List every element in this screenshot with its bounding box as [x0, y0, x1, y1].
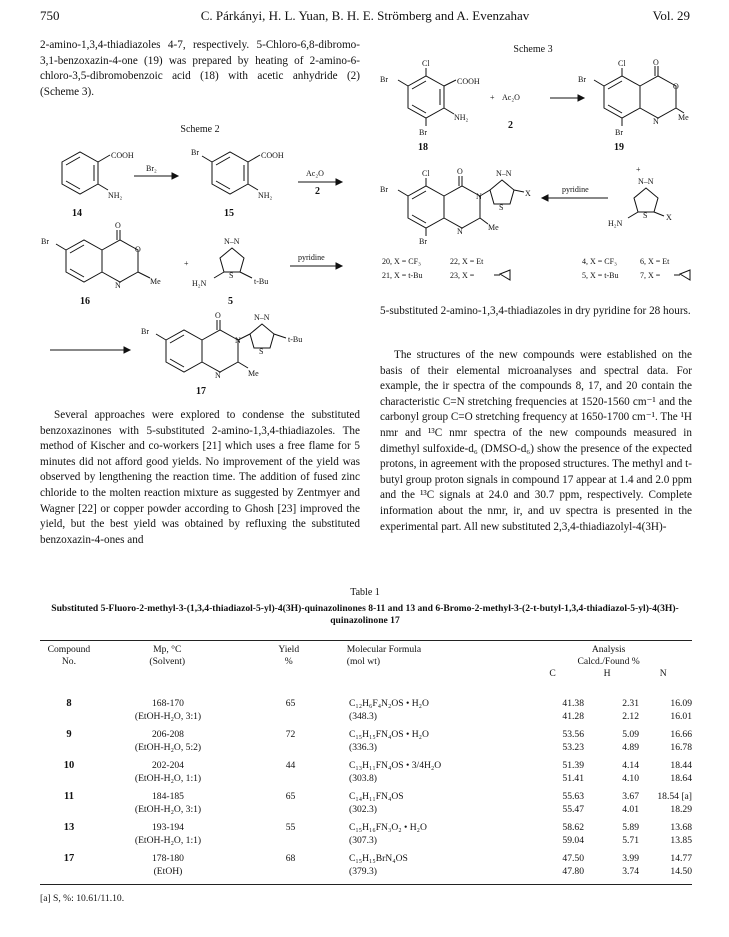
- compound-number: 11: [64, 791, 74, 802]
- found-h: 2.12: [622, 711, 639, 722]
- found-c: 55.47: [562, 804, 584, 815]
- h2n-label-4: H₂N: [608, 219, 623, 228]
- table-row: [40, 729, 692, 760]
- me-label-20: Me: [488, 223, 499, 232]
- solvent: (EtOH-H₂O, 1:1): [134, 835, 202, 846]
- plus-sign-scheme3: +: [490, 93, 495, 102]
- anhydride-number: 2: [315, 186, 320, 197]
- found-h: 4.89: [622, 742, 639, 753]
- br-bottom-label-20: Br: [419, 237, 427, 246]
- th-compound: Compound: [47, 644, 91, 655]
- molecular-weight: (303.8): [349, 773, 377, 784]
- molecular-formula: C₁₂H₆F₄N₂OS • H₂O: [349, 698, 429, 709]
- th-molwt: (mol wt): [346, 656, 381, 667]
- found-c: 47.80: [562, 866, 584, 877]
- melting-point: 206-208: [152, 729, 184, 740]
- compound-19-number: 19: [614, 142, 624, 153]
- legend-21: 21, X = t-Bu: [382, 271, 423, 280]
- table-body: [40, 698, 692, 884]
- th-n: N: [659, 668, 667, 679]
- compound-17-number: 17: [196, 386, 206, 397]
- table-header-row-3: [40, 668, 692, 680]
- cooh-label-18: COOH: [457, 77, 480, 86]
- o-ring-19: O: [673, 82, 679, 91]
- right-structures-paragraph: [380, 348, 692, 535]
- table-row: [40, 791, 692, 822]
- anhydride-number-3: 2: [508, 120, 513, 131]
- calc-h: 5.09: [622, 729, 639, 740]
- nh2-label-14: NH₂: [108, 191, 123, 200]
- compound-14-structure: [62, 152, 110, 194]
- left-intro-paragraph: 2-amino-1,3,4-thiadiazoles 4-7, respectively. 5-Chloro-6,8-dibromo-3,1-benzoxazin-4-one (19) was prepared by heating of 2-amino-6-chloro-3,5-dibromobenzoic acid (18) with acetic anhydride (2) (Scheme 3).: [40, 39, 360, 98]
- compound-number: 13: [63, 822, 75, 833]
- yield-value: 55: [285, 822, 296, 833]
- scheme-3-diagram: [372, 58, 694, 290]
- cyclopropyl-icon-7: [680, 270, 690, 280]
- legend-22: 22, X = Et: [450, 257, 484, 266]
- calc-n: 13.68: [670, 822, 692, 833]
- calc-n: 14.77: [670, 853, 692, 864]
- cl-label-19: Cl: [618, 59, 626, 68]
- found-h: 4.10: [622, 773, 639, 784]
- n-ring-17: N: [235, 336, 241, 345]
- legend-6: 6, X = Et: [640, 257, 670, 266]
- calc-n: 18.44: [670, 760, 692, 771]
- n-ring-20: N: [476, 192, 482, 201]
- found-n: 16.78: [670, 742, 692, 753]
- table-row: [40, 698, 692, 729]
- o-carbonyl-16: O: [115, 221, 121, 230]
- nn-label-4: N–N: [638, 177, 654, 186]
- molecular-weight: (307.3): [349, 835, 377, 846]
- br-bottom-label-19: Br: [615, 128, 623, 137]
- yield-value: 65: [285, 791, 296, 802]
- found-n: 18.64: [670, 773, 692, 784]
- s-label-5: S: [229, 271, 234, 280]
- calc-c: 58.62: [562, 822, 584, 833]
- legend-4: 4, X = CF₃: [582, 257, 617, 266]
- th-no: No.: [61, 656, 76, 667]
- plus-sign-scheme2: +: [184, 259, 189, 268]
- n-ring-16: N: [115, 281, 121, 290]
- nn-label-17: N–N: [254, 313, 270, 322]
- yield-value: 44: [285, 760, 296, 771]
- legend-23: 23, X =: [450, 271, 475, 280]
- found-n: 16.01: [670, 711, 692, 722]
- th-h: H: [603, 668, 611, 679]
- table-row: [40, 822, 692, 853]
- found-c: 41.28: [562, 711, 584, 722]
- br-left-label-19: Br: [578, 75, 586, 84]
- table-row: [40, 853, 692, 884]
- solvent: (EtOH-H₂O, 5:2): [134, 742, 202, 753]
- n-ring2-17: N: [215, 371, 221, 380]
- yield-value: 68: [285, 853, 296, 864]
- nn-label-5: N–N: [224, 237, 240, 246]
- calc-h: 3.67: [622, 791, 639, 802]
- volume-label: Vol. 29: [652, 8, 690, 23]
- calc-c: 53.56: [562, 729, 584, 740]
- molecular-weight: (348.3): [349, 711, 377, 722]
- found-c: 53.23: [562, 742, 584, 753]
- n-ring-19: N: [653, 117, 659, 126]
- calc-c: 55.63: [562, 791, 584, 802]
- o-ring-16: O: [135, 245, 141, 254]
- running-header: [40, 8, 690, 28]
- table-header-row-2: [40, 656, 692, 668]
- x-label-20: X: [525, 189, 531, 198]
- legend-20: 20, X = CF₃: [382, 257, 421, 266]
- bromine-reagent: Br₂: [146, 164, 157, 173]
- compound-16-number: 16: [80, 296, 90, 307]
- melting-point: 168-170: [152, 698, 184, 709]
- table-row: [40, 760, 692, 791]
- s-label-4: S: [643, 211, 648, 220]
- cyclopropyl-icon-23: [500, 270, 510, 280]
- compound-16-structure: [56, 230, 150, 282]
- solvent: (EtOH-H₂O, 3:1): [134, 804, 202, 815]
- compound-15-number: 15: [224, 208, 234, 219]
- scheme-3-label: Scheme 3: [513, 44, 553, 55]
- plus-sign-scheme3b: +: [636, 165, 641, 174]
- compound-14-number: 14: [72, 208, 82, 219]
- molecular-formula: C₁₅H₁₅FN₄OS • H₂O: [349, 729, 429, 740]
- left-methods-paragraph: [40, 408, 360, 548]
- nh2-label-15: NH₂: [258, 191, 273, 200]
- calc-h: 3.99: [622, 853, 639, 864]
- legend-5: 5, X = t-Bu: [582, 271, 619, 280]
- n-ring2-20: N: [457, 227, 463, 236]
- compound-18-number: 18: [418, 142, 428, 153]
- h2n-label-5: H₂N: [192, 279, 207, 288]
- molecular-weight: (302.3): [349, 804, 377, 815]
- calc-c: 47.50: [562, 853, 584, 864]
- pyridine-reagent-3: pyridine: [562, 185, 589, 194]
- pyridine-reagent-2: pyridine: [298, 253, 325, 262]
- table-bottom-rule: [40, 884, 692, 885]
- molecular-weight: (379.3): [349, 866, 377, 877]
- calc-n: 16.66: [670, 729, 692, 740]
- molecular-formula: C₁₅H₁₅BrN₄OS: [349, 853, 408, 864]
- nn-label-20: N–N: [496, 169, 512, 178]
- cl-label-20: Cl: [422, 169, 430, 178]
- br-label-15: Br: [191, 148, 199, 157]
- me-label-16: Me: [150, 277, 161, 286]
- data-table: [40, 644, 692, 694]
- yield-value: 72: [285, 729, 296, 740]
- author-line: C. Párkányi, H. L. Yuan, B. H. E. Strömberg and A. Evenzahav: [200, 8, 530, 23]
- molecular-weight: (336.3): [349, 742, 377, 753]
- br-label-17: Br: [141, 327, 149, 336]
- br-left-label-20: Br: [380, 185, 388, 194]
- table-title: Table 1: [350, 587, 380, 598]
- compound-18-structure: [398, 68, 456, 126]
- calc-h: 4.14: [622, 760, 639, 771]
- found-c: 59.04: [562, 835, 584, 846]
- table-caption: Substituted 5-Fluoro-2-methyl-3-(1,3,4-thiadiazol-5-yl)-4(3H)-quinazolinones 8-11 and 13 and 6-Bromo-2-methyl-3-(2-t-butyl-1,3,4-thiadiazol-5-yl)-4(3H)-quinazolinone 17: [51, 603, 679, 626]
- me-label-17: Me: [248, 369, 259, 378]
- s-label-17: S: [259, 347, 264, 356]
- table-footnote: [a] S, %: 10.61/11.10.: [40, 893, 125, 904]
- th-pct: %: [284, 656, 293, 667]
- cooh-label-14: COOH: [111, 151, 134, 160]
- cl-label-18: Cl: [422, 59, 430, 68]
- br-label-16: Br: [41, 237, 49, 246]
- tbu-label-17: t-Bu: [288, 335, 303, 344]
- left-methods-text: Several approaches were explored to condense the substituted benzoxazinones with 5-substituted 2-amino-1,3,4-thiadiazoles. The method of Kischer and co-workers [21] which uses a free flame for 5 minutes did not afford good yields. No improvement of the yield was observed by lengthening the reaction time. The addition of fused zinc chloride to the molten reaction mixture as suggested by Zentmyer and Wagner [22] or copper powder according to Ghosh [23] improved the yield, but the best yield was obtained by refluxing the substituted benzoxazin-4-ones and: [40, 409, 360, 546]
- compound-number: 17: [63, 853, 75, 864]
- th-analysis: Analysis: [591, 644, 626, 655]
- th-solvent: (Solvent): [149, 656, 186, 667]
- anhydride-label-3: Ac₂O: [502, 93, 520, 102]
- compound-number: 8: [66, 698, 72, 709]
- table-header-row-1: [40, 644, 692, 656]
- compound-19-structure: [594, 66, 684, 126]
- legend-7: 7, X =: [640, 271, 661, 280]
- solvent: (EtOH): [153, 866, 183, 877]
- table-top-rule: [40, 640, 692, 641]
- solvent: (EtOH-H₂O, 1:1): [134, 773, 202, 784]
- o-carbonyl-20: O: [457, 167, 463, 176]
- found-c: 51.41: [562, 773, 584, 784]
- melting-point: 184-185: [152, 791, 184, 802]
- calc-n: 16.09: [670, 698, 692, 709]
- molecular-formula: C₁₅H₁₆FN₃O₂ • H₂O: [349, 822, 427, 833]
- page-number: 750: [40, 8, 60, 23]
- th-yield: Yield: [278, 644, 300, 655]
- scheme-2-label: Scheme 2: [180, 124, 220, 135]
- calc-n: 18.54 [a]: [657, 791, 692, 802]
- right-structures-text: The structures of the new compounds were established on the basis of their elemental microanalyses and spectral data. For example, the ir spectra of the compounds 8, 17, and 20 contain the characteristic C=N stretching frequencies at 1520-1560 cm⁻¹ and the carbonyl group C=O stretching frequency at 1650-1700 cm⁻¹. The ¹H nmr and ¹³C nmr spectra of the new compounds measured in dimethyl sulfoxide-d₆ (DMSO-d₆) show the presence of the expected protons, in agreement with the proposed structures. The methyl and t-butyl group proton signals in compound 17 appear at 1.4 and 2.0 ppm and the ¹³C signals at 24.0 and 30.7 ppm, respectively. Complete information about the nmr, ir, and uv spectra is presented in the experimental part. All new substituted 2,3,4-thiadiazolyl-4(3H)-: [380, 349, 692, 533]
- nh2-label-18: NH₂: [454, 113, 469, 122]
- compound-number: 10: [63, 760, 75, 771]
- found-h: 4.01: [622, 804, 639, 815]
- found-h: 5.71: [622, 835, 639, 846]
- br-bottom-label-18: Br: [419, 128, 427, 137]
- o-carbonyl-19: O: [653, 58, 659, 67]
- me-label-19: Me: [678, 113, 689, 122]
- compound-number: 9: [66, 729, 72, 740]
- scheme-2-diagram: [36, 140, 366, 400]
- x-label-4: X: [666, 213, 672, 222]
- found-n: 14.50: [670, 866, 692, 877]
- o-carbonyl-17: O: [215, 311, 221, 320]
- compound-17-structure: [156, 320, 286, 372]
- calc-c: 41.38: [562, 698, 584, 709]
- s-label-20: S: [499, 203, 504, 212]
- calc-c: 51.39: [562, 760, 584, 771]
- br-left-label-18: Br: [380, 75, 388, 84]
- th-c: C: [549, 668, 556, 679]
- molecular-formula: C₁₃H₁₁FN₄OS • 3/4H₂O: [349, 760, 442, 771]
- found-n: 18.29: [670, 804, 692, 815]
- found-h: 3.74: [622, 866, 639, 877]
- compound-5-number: 5: [228, 296, 233, 307]
- molecular-formula: C₁₄H₁₁FN₄OS: [349, 791, 404, 802]
- cooh-label-15: COOH: [261, 151, 284, 160]
- calc-h: 2.31: [622, 698, 639, 709]
- right-continuation-paragraph: 5-substituted 2-amino-1,3,4-thiadiazoles in dry pyridine for 28 hours.: [380, 305, 691, 317]
- solvent: (EtOH-H₂O, 3:1): [134, 711, 202, 722]
- melting-point: 202-204: [152, 760, 184, 771]
- th-formula: Molecular Formula: [346, 644, 422, 655]
- melting-point: 178-180: [152, 853, 184, 864]
- yield-value: 65: [285, 698, 296, 709]
- found-n: 13.85: [670, 835, 692, 846]
- calc-h: 5.89: [622, 822, 639, 833]
- tbu-label-5: t-Bu: [254, 277, 269, 286]
- compound-15-structure: [202, 152, 260, 194]
- th-calcd: Calcd./Found %: [577, 656, 640, 667]
- melting-point: 193-194: [152, 822, 184, 833]
- anhydride-reagent: Ac₂O: [306, 169, 324, 178]
- th-mp: Mp, °C: [153, 644, 182, 655]
